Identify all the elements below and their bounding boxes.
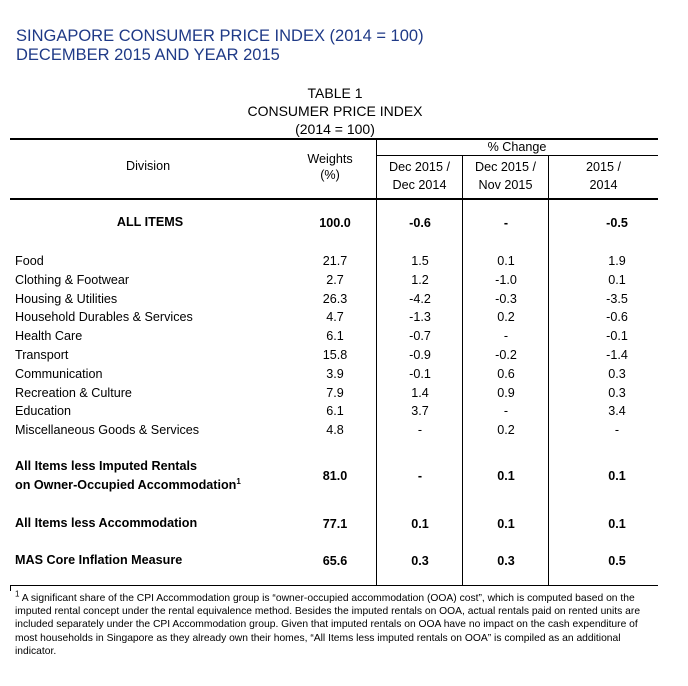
row-change-2: 0.1 <box>497 517 515 531</box>
row-label: Household Durables & Services <box>15 310 193 324</box>
row-change-3: -0.1 <box>606 329 628 343</box>
col3-header-line2: 2014 <box>589 178 618 192</box>
row-change-3: 0.3 <box>608 367 626 381</box>
col1-header-line1: Dec 2015 / <box>389 160 450 174</box>
row-weight: 4.8 <box>326 423 344 437</box>
row-label: Health Care <box>15 329 83 343</box>
row-change-2: 0.2 <box>497 310 515 324</box>
row-weight: 6.1 <box>326 329 344 343</box>
row-change-1: 1.2 <box>411 273 429 287</box>
column-separator <box>376 139 377 586</box>
row-weight: 77.1 <box>322 517 348 531</box>
row-label: Clothing & Footwear <box>15 273 130 287</box>
row-weight: 26.3 <box>322 292 348 306</box>
col1-header-line2: Dec 2014 <box>392 178 447 192</box>
row-label-line2: on Owner-Occupied Accommodation$^1$ <box>15 476 241 492</box>
row-change-1: -4.2 <box>409 292 431 306</box>
row-label: Communication <box>15 367 103 381</box>
row-change-2: 0.3 <box>497 554 515 568</box>
row-label: All Items less Accommodation <box>15 516 198 530</box>
row-change-3: 0.3 <box>608 386 626 400</box>
row-change-1: 3.7 <box>411 404 429 418</box>
row-change-1: -0.7 <box>409 329 431 343</box>
footnote-text: A significant share of the CPI Accommodation group is “owner-occupied accommodation (OOA) cost”, which is computed based on the imputed rental concept under the rental equivalence method. Besides the imputed rentals on OOA, actual rentals paid on rented units are included separately under the CPI Accommodation group. Given that imputed rentals on OOA have no impact on the cash expenditure of most households in Singapore as they already own their homes, “All Items less imputed rentals on OOA” is compiled as an additional indicator. <box>15 593 641 657</box>
row-change-3: 1.9 <box>608 254 626 268</box>
row-change-3: 3.4 <box>608 404 626 418</box>
row-change-1: -0.9 <box>409 348 431 362</box>
footnote-left-tick <box>10 586 11 591</box>
row-label-line1: All Items less Imputed Rentals <box>15 459 197 473</box>
row-change-3: -1.4 <box>606 348 628 362</box>
row-change-3: 0.1 <box>608 273 626 287</box>
weights-header-line2: (%) <box>320 168 340 182</box>
row-change-1: - <box>417 469 423 483</box>
row-weight: 7.9 <box>326 386 344 400</box>
row-change-3: -3.5 <box>606 292 628 306</box>
row-change-2: -1.0 <box>495 273 517 287</box>
row-change-1: 0.1 <box>411 517 429 531</box>
row-change-3: -0.6 <box>606 310 628 324</box>
title-line-2: DECEMBER 2015 AND YEAR 2015 <box>16 46 280 64</box>
row-change-2: 0.9 <box>497 386 515 400</box>
row-change-3: 0.1 <box>608 517 626 531</box>
row-change-3: - <box>614 423 620 437</box>
row-label: Housing & Utilities <box>15 292 118 306</box>
document-title <box>16 27 424 65</box>
row-change-2: 0.1 <box>497 469 515 483</box>
row-label: Transport <box>15 348 69 362</box>
row-change-2: - <box>503 329 509 343</box>
footnote-marker: 1 <box>236 476 241 486</box>
title-line-1: SINGAPORE CONSUMER PRICE INDEX (2014 = 100) <box>16 27 424 45</box>
pct-change-header: % Change <box>487 140 547 154</box>
row-weight: 81.0 <box>322 469 348 483</box>
row-change-2: 0.1 <box>497 254 515 268</box>
row-change-2: 0.2 <box>497 423 515 437</box>
row-label: Miscellaneous Goods & Services <box>15 423 200 437</box>
row-label: Education <box>15 404 72 418</box>
row-change-1: -0.1 <box>409 367 431 381</box>
row-label: Food <box>15 254 44 268</box>
row-weight: 100.0 <box>319 216 351 230</box>
row-change-2: -0.2 <box>495 348 517 362</box>
row-weight: 4.7 <box>326 310 344 324</box>
table-base-year: (2014 = 100) <box>295 121 375 137</box>
row-weight: 6.1 <box>326 404 344 418</box>
row-change-3: 0.1 <box>608 469 626 483</box>
row-change-1: - <box>417 423 423 437</box>
col3-header-line1: 2015 / <box>585 160 621 174</box>
header-bottom-rule <box>10 198 658 200</box>
table-title: CONSUMER PRICE INDEX <box>247 103 423 119</box>
row-change-2: - <box>503 404 509 418</box>
row-label: Recreation & Culture <box>15 386 132 400</box>
row-change-2: - <box>503 216 509 230</box>
row-change-1: 0.3 <box>411 554 429 568</box>
footnote <box>15 589 660 658</box>
row-weight: 65.6 <box>322 554 348 568</box>
table-number: TABLE 1 <box>307 85 363 101</box>
row-label: MAS Core Inflation Measure <box>15 553 183 567</box>
row-change-1: 1.5 <box>411 254 429 268</box>
col2-header-line1: Dec 2015 / <box>475 160 536 174</box>
row-change-2: -0.3 <box>495 292 517 306</box>
row-weight: 3.9 <box>326 367 344 381</box>
row-change-3: 0.5 <box>608 554 626 568</box>
table-bottom-rule <box>10 585 658 586</box>
col2-header-line2: Nov 2015 <box>478 178 533 192</box>
row-change-2: 0.6 <box>497 367 515 381</box>
pct-change-rule <box>376 155 658 156</box>
division-header: Division <box>126 159 171 173</box>
column-separator <box>462 155 463 586</box>
weights-header-line1: Weights <box>307 152 353 166</box>
row-weight: 15.8 <box>322 348 348 362</box>
row-label: ALL ITEMS <box>116 215 184 229</box>
footnote-number: 1 <box>15 589 20 599</box>
row-weight: 2.7 <box>326 273 344 287</box>
row-change-1: -1.3 <box>409 310 431 324</box>
row-weight: 21.7 <box>322 254 348 268</box>
row-change-1: -0.6 <box>409 216 431 230</box>
row-change-3: -0.5 <box>606 216 628 230</box>
row-change-1: 1.4 <box>411 386 429 400</box>
column-separator <box>548 155 549 586</box>
